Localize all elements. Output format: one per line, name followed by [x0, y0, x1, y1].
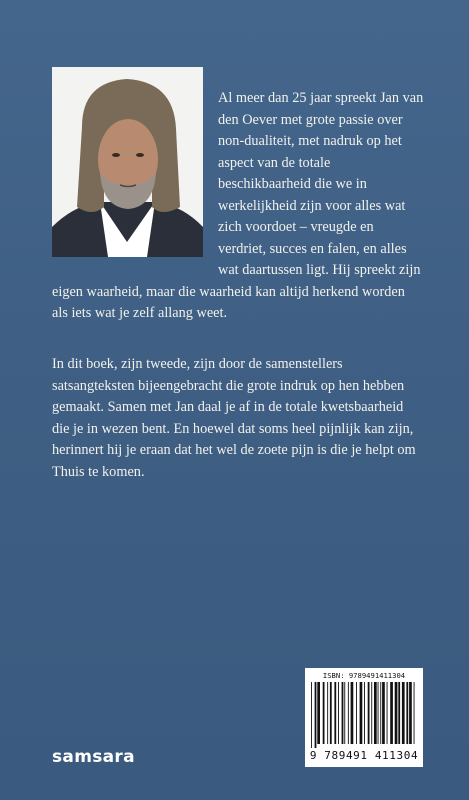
book-description-paragraph	[52, 354, 424, 483]
author-intro-paragraph	[52, 88, 424, 325]
isbn-barcode	[305, 668, 423, 767]
isbn-label: ISBN: 9789491411304	[322, 671, 406, 680]
paragraph-2-text: In dit boek, zijn tweede, zijn door de samenstellers satsangteksten bijeengebracht die grote indruk op hen hebben gemaakt. Samen met Jan daal je af in de totale kwetsbaarheid die je in wezen bent. En hoewel dat soms heel pijnlijk kan zijn, herinnert hij je eraan dat het wel de zoete pijn is die je helpt om Thuis te komen.	[52, 356, 416, 480]
barcode-bars	[309, 682, 419, 748]
isbn-digits: 9 789491 411304	[309, 749, 419, 762]
publisher-logo: samsara	[52, 747, 135, 767]
paragraph-1-text: Al meer dan 25 jaar spreekt Jan van den Oever met grote passie over non-dualiteit, met nadruk op het aspect van de totale beschikbaarheid die we in werkelijkheid zijn voor alles wat zich voordoet – vreugde en verdriet, succes en falen, en alles wat daartussen ligt. Hij spreekt zijn eigen waarheid, maar die waarheid kan altijd herkend worden als iets wat je zelf allang weet.	[52, 90, 424, 321]
